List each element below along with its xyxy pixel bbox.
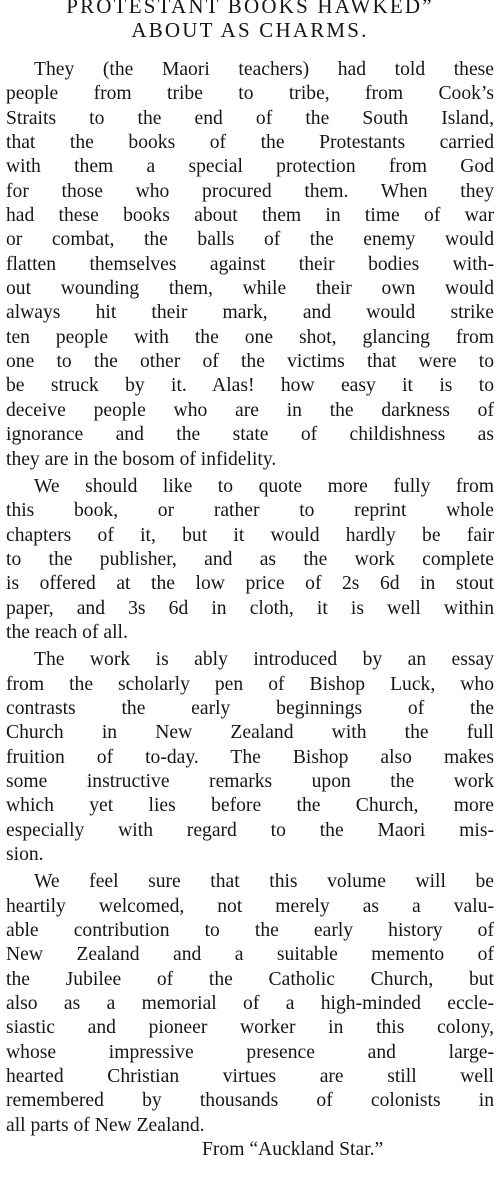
text-line: ten people with the one shot, glancing from [6,326,494,348]
text-line: had these books about them in time of war [6,205,494,227]
text-line: hearted Christian virtues are still well [6,1066,494,1088]
headline-line-1: PROTESTANT BOOKS HAWKED” [66,0,434,18]
text-line: is offered at the low price of 2s 6d in stout [6,573,494,595]
article-headline [6,0,494,42]
text-line: the Jubilee of the Catholic Church, but [6,968,494,990]
text-line: contrasts the early beginnings of the [6,697,494,719]
text-line: which yet lies before the Church, more [6,795,494,817]
text-line: flatten themselves against their bodies with- [6,253,494,275]
paragraph-4 [6,870,494,1138]
text-line: one to the other of the victims that were to [6,351,494,373]
text-line: or combat, the balls of the enemy would [6,229,494,251]
text-line: heartily welcomed, not merely as a valu- [6,895,494,917]
text-line: from the scholarly pen of Bishop Luck, who [6,673,494,695]
text-line: remembered by thousands of colonists in [6,1090,494,1112]
headline-line-2: ABOUT AS CHARMS. [131,18,369,42]
text-line: always hit their mark, and would strike [6,302,494,324]
text-line: all parts of New Zealand. [6,1114,205,1136]
paragraph-3 [6,648,494,867]
text-line: ignorance and the state of childishness as [6,424,494,446]
text-line: chapters of it, but it would hardly be fair [6,524,494,546]
text-line: New Zealand and a suitable memento of [6,944,494,966]
text-line: The work is ably introduced by an essay [34,649,494,671]
paragraph-2 [6,475,494,645]
text-line: siastic and pioneer worker in this colony, [6,1017,494,1039]
text-line: the reach of all. [6,621,128,643]
text-line: with them a special protection from God [6,156,494,178]
text-line: They (the Maori teachers) had told these [34,59,494,80]
text-line: for those who procured them. When they [6,180,494,202]
paragraph-1 [6,58,494,472]
text-line: fruition of to-day. The Bishop also makes [6,746,494,768]
source-attribution: From “Auckland Star.” [202,1139,384,1161]
text-line: out wounding them, while their own would [6,278,494,300]
text-line: that the books of the Protestants carried [6,132,494,154]
text-line: deceive people who are in the darkness of [6,399,494,421]
text-line: sion. [6,844,44,865]
article-body [6,58,494,1162]
text-line: especially with regard to the Maori mis- [6,819,494,841]
text-line: paper, and 3s 6d in cloth, it is well within [6,597,494,619]
text-line: Church in New Zealand with the full [6,722,494,744]
text-line: be struck by it. Alas! how easy it is to [6,375,494,397]
text-line: people from tribe to tribe, from Cook’s [6,83,494,105]
text-line: We should like to quote more fully from [34,475,494,497]
text-line: able contribution to the early history of [6,920,494,942]
text-line: also as a memorial of a high-minded eccle- [6,993,494,1015]
text-line: to the publisher, and as the work complete [6,548,494,570]
text-line: some instructive remarks upon the work [6,770,494,792]
text-line: Straits to the end of the South Island, [6,107,494,129]
text-line: they are in the bosom of infidelity. [6,448,277,470]
text-line: We feel sure that this volume will be [34,871,494,893]
text-line: whose impressive presence and large- [6,1041,494,1063]
text-line: this book, or rather to reprint whole [6,500,494,522]
